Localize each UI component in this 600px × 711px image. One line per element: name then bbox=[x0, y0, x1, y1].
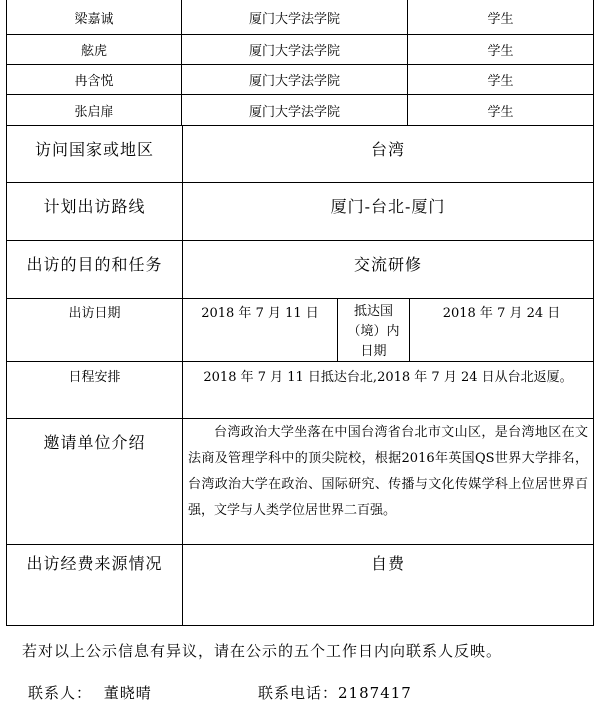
schedule-label: 日程安排 bbox=[68, 369, 121, 385]
contact-person bbox=[28, 682, 152, 703]
route-value: 厦门-台北-厦门 bbox=[330, 196, 446, 216]
member-name: 张启扉 bbox=[74, 104, 114, 120]
phone-label: 联系电话： bbox=[258, 684, 339, 702]
member-role: 学生 bbox=[487, 104, 514, 120]
purpose-label: 出访的目的和任务 bbox=[26, 254, 163, 274]
contact-name: 董晓晴 bbox=[103, 684, 152, 702]
arrive-value: 2018 年 7 月 24 日 bbox=[442, 305, 561, 321]
purpose-value: 交流研修 bbox=[353, 254, 422, 274]
date-value: 2018 年 7 月 11 日 bbox=[201, 305, 319, 321]
arrive-label-line2: （境）内 bbox=[347, 323, 400, 339]
arrive-label-line3: 日期 bbox=[360, 343, 387, 359]
country-value: 台湾 bbox=[370, 139, 405, 159]
contact-label: 联系人： bbox=[28, 684, 93, 702]
member-unit: 厦门大学法学院 bbox=[248, 11, 340, 27]
member-name: 冉含悦 bbox=[74, 74, 114, 89]
funding-label: 出访经费来源情况 bbox=[26, 553, 163, 573]
contact-phone bbox=[258, 682, 412, 703]
info-table bbox=[6, 0, 594, 626]
member-role: 学生 bbox=[487, 11, 514, 27]
inviter-label: 邀请单位介绍 bbox=[43, 432, 146, 452]
member-role: 学生 bbox=[487, 44, 514, 59]
notice-text: 若对以上公示信息有异议，请在公示的五个工作日内向联系人反映。 bbox=[22, 642, 503, 660]
inviter-value: 台湾政治大学坐落在中国台湾省台北市文山区，是台湾地区在文法商及管理学科中的顶尖院校，根据2016年英国QS世界大学排名，台湾政治大学在政治、国际研究、传播与文化传媒学科上位居世界百强，文学与人类学位居世界二百强。 bbox=[188, 425, 588, 518]
date-label: 出访日期 bbox=[68, 305, 121, 321]
member-unit: 厦门大学法学院 bbox=[248, 74, 340, 89]
funding-value: 自费 bbox=[370, 553, 405, 573]
schedule-value: 2018 年 7 月 11 日抵达台北,2018 年 7 月 24 日从台北返厦。 bbox=[203, 369, 573, 385]
member-unit: 厦门大学法学院 bbox=[248, 44, 340, 59]
member-role: 学生 bbox=[487, 74, 514, 89]
member-name: 舷虎 bbox=[80, 44, 107, 59]
member-unit: 厦门大学法学院 bbox=[248, 104, 340, 120]
country-label: 访问国家或地区 bbox=[34, 139, 154, 159]
arrive-label-line1: 抵达国 bbox=[353, 303, 393, 319]
route-label: 计划出访路线 bbox=[43, 196, 146, 216]
phone-value: 2187417 bbox=[338, 684, 412, 702]
member-name: 梁嘉诚 bbox=[74, 11, 114, 27]
